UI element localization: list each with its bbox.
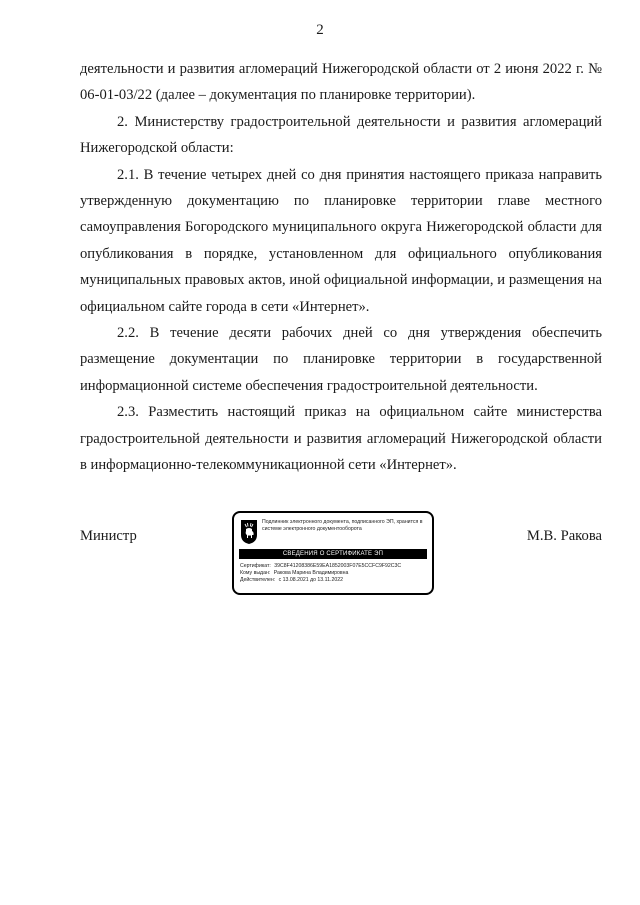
paragraph-item-2-1: 2.1. В течение четырех дней со дня принятия настоящего приказа направить утвержденную документацию по планировке территории главе местного самоуправления Богородского муниципального округа Нижегородской области для опубликования в порядке, установленном для официального опубликования муниципальных правовых актов, иной официальной информации, и размещения на официальном сайте города в сети «Интернет».	[80, 166, 602, 315]
signer-name: М.В. Ракова	[526, 528, 602, 544]
validity-row	[240, 577, 428, 584]
nizhny-novgorod-deer-emblem-icon	[240, 519, 258, 545]
certificate-value: 39C8F41208386E59EA1852003F07E5CCFC9F92C3C	[274, 563, 402, 569]
paragraph-item-2-3: 2.3. Разместить настоящий приказ на официальном сайте министерства градостроительной деятельности и развития агломераций Нижегородской области в информационно-телекоммуникационной сети «Интернет».	[80, 404, 602, 474]
issued-to-label: Кому выдан:	[240, 570, 271, 576]
stamp-certificate-details	[240, 563, 428, 584]
document-body	[80, 56, 602, 479]
issued-to-value: Ракова Марина Владимировна	[273, 570, 349, 576]
stamp-notice-text: Подлинник электронного документа, подписанного ЭП, хранится в системе электронного документооборота	[262, 519, 423, 532]
validity-value: с 13.08.2021 до 13.11.2022	[278, 577, 343, 583]
page-number: 2	[316, 22, 324, 38]
paragraph-item-2: 2. Министерству градостроительной деятельности и развития агломераций Нижегородской области:	[80, 113, 602, 157]
signer-title: Министр	[80, 528, 137, 544]
certificate-row	[240, 563, 428, 570]
paragraph-continuation: деятельности и развития агломераций Нижегородской области от 2 июня 2022 г. № 06-01-03/22 (далее – документация по планировке территории).	[80, 61, 602, 104]
validity-label: Действителен:	[240, 577, 276, 583]
issued-to-row	[240, 570, 428, 577]
electronic-signature-stamp	[232, 511, 434, 595]
stamp-header: СВЕДЕНИЯ О СЕРТИФИКАТЕ ЭП	[239, 549, 427, 559]
certificate-label: Сертификат:	[240, 563, 271, 569]
signature-block	[80, 511, 602, 601]
paragraph-item-2-2: 2.2. В течение десяти рабочих дней со дня утверждения обеспечить размещение документации по планировке территории в государственной информационной системе обеспечения градостроительной деятельности.	[80, 325, 602, 394]
